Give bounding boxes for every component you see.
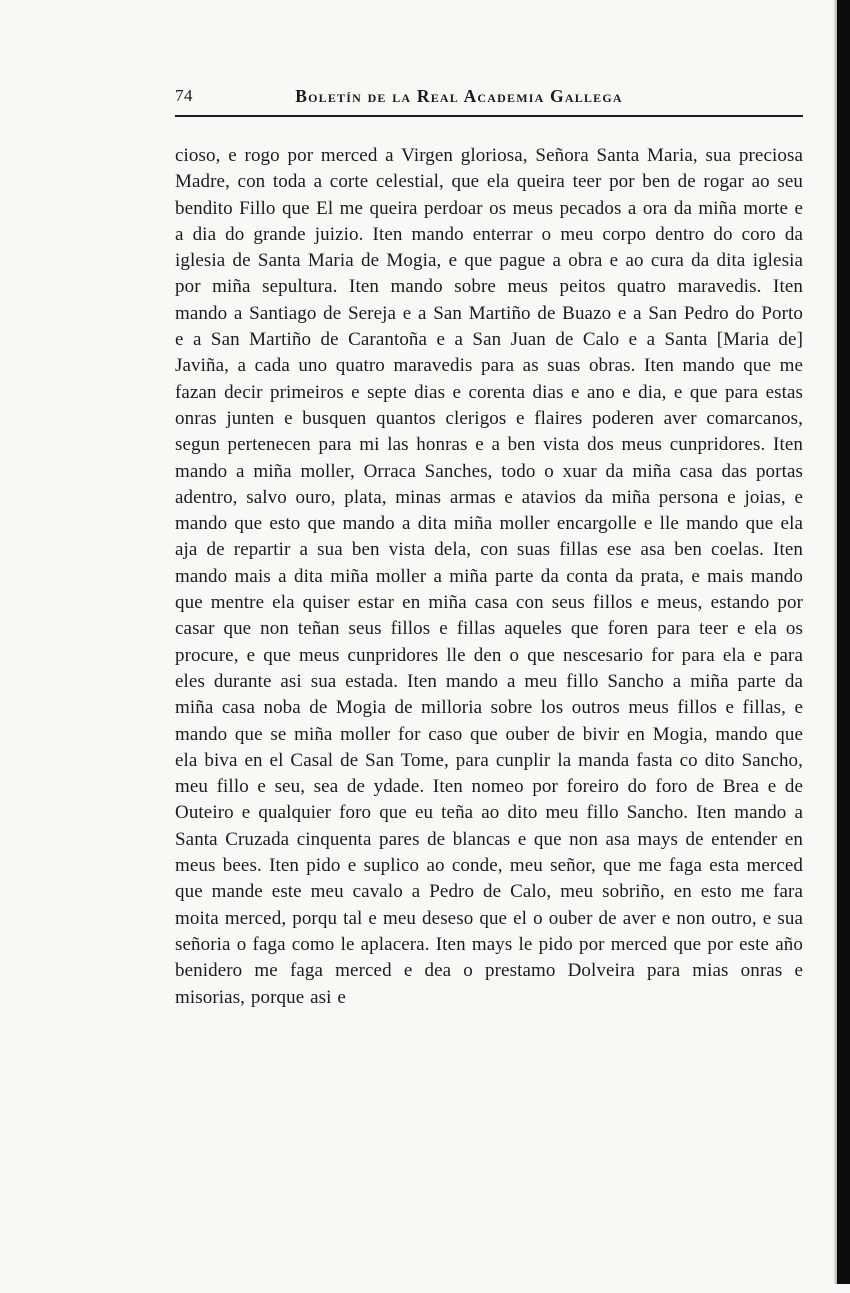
body-paragraph: cioso, e rogo por merced a Virgen gloriosa, Señora Santa Maria, sua preciosa Madre, con toda a corte celestial, que ela queira teer por ben de rogar ao seu bendito Fillo que El me queira perdoar os meus pecados a ora da miña morte e a dia do grande juizio. Iten mando enterrar o meu corpo dentro do coro da iglesia de Santa Maria de Mogia, e que pague a obra e ao cura da dita iglesia por miña sepultura. Iten mando sobre meus peitos quatro maravedis. Iten mando a Santiago de Sereja e a San Martiño de Buazo e a San Pedro do Porto e a San Martiño de Carantoña e a San Juan de Calo e a Santa [Maria de] Javiña, a cada uno quatro maravedis para as suas obras. Iten mando que me fazan decir primeiros e septe dias e corenta dias e ano e dia, e que para estas onras junten e busquen quantos clerigos e flaires poderen aver comarcanos, segun pertenecen para mi las honras e a ben vista dos meus cunpridores. Iten mando a miña moller, Orraca Sanches, todo o xuar da miña casa das portas adentro, salvo ouro, plata, minas armas e atavios da miña persona e joias, e mando que esto que mando a dita miña moller encargolle e lle mando que ela aja de repartir a sua ben vista dela, con suas fillas ese asa ben coelas. Iten mando mais a dita miña moller a miña parte da conta da prata, e mais mando que mentre ela quiser estar en miña casa con seus fillos e meus, estando por casar que non teñan seus fillos e fillas aqueles que foren para teer e ela os procure, e que meus cunpridores lle den o que nescesario for para ela e para eles durante asi sua estada. Iten mando a meu fillo Sancho a miña parte da miña casa noba de Mogia de milloria sobre los outros meus fillos e fillas, e mando que se miña moller for caso que ouber de bivir en Mogia, mando que ela biva en el Casal de San Tome, para cunplir la manda fasta co dito Sancho, meu fillo e seu, sea de ydade. Iten nomeo por foreiro do foro de Brea e de Outeiro e qualquier foro que eu teña ao dito meu fillo Sancho. Iten mando a Santa Cruzada cinquenta pares de blancas e que non asa mays de entender en meus bees. Iten pido e suplico ao conde, meu señor, que me faga esta merced que mande este meu cavalo a Pedro de Calo, meu sobriño, en esto me fara moita merced, porqu tal e meu deseso que el o ouber de aver e non outro, e sua señoria o faga como le aplacera. Iten mays le pido por merced que por este año benidero me faga merced e dea o prestamo Dolveira para mias onras e misorias, porque asi e	[175, 145, 803, 1008]
page-number: 74	[175, 86, 193, 105]
text-column	[175, 84, 803, 1011]
binding-edge-bar	[837, 0, 850, 1284]
header-rule	[175, 115, 803, 117]
journal-title: Boletín de la Real Academia Gallega	[295, 86, 623, 106]
running-header	[175, 84, 803, 108]
